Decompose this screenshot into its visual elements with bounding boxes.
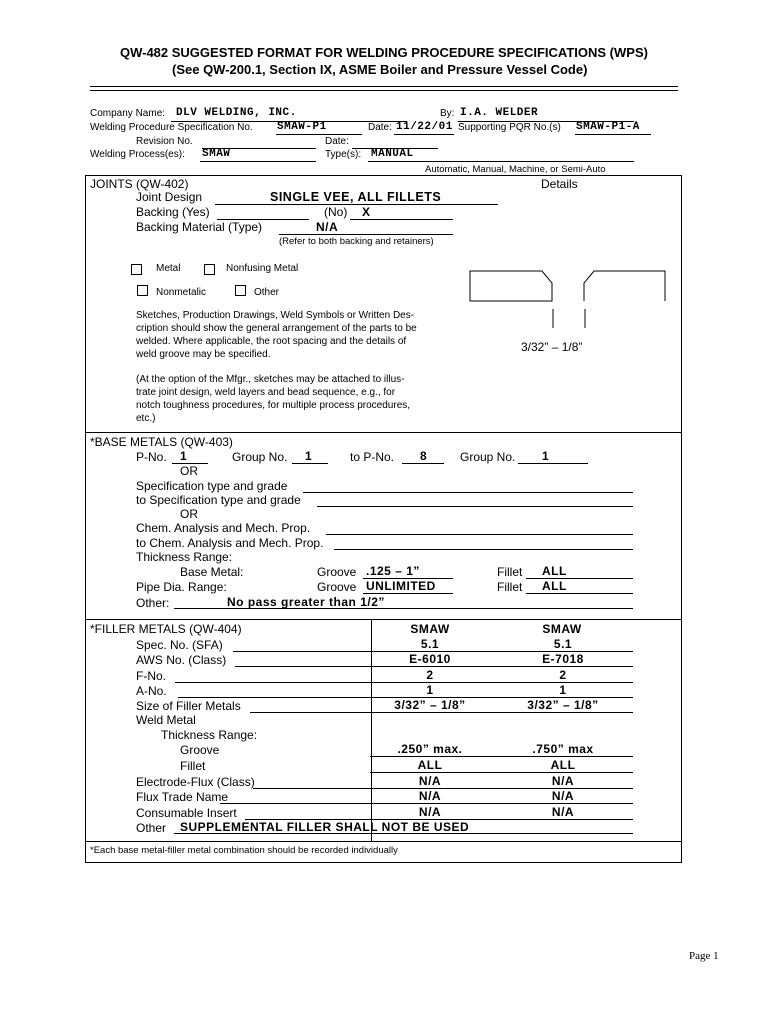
groove-label: Groove <box>317 565 357 579</box>
refer-note: (Refer to both backing and retainers) <box>279 236 434 247</box>
thickness-label: Thickness Range: <box>136 550 233 564</box>
backing-no-field[interactable]: X <box>362 205 371 219</box>
filler-row-v2-field[interactable]: ALL <box>550 758 576 772</box>
gap-label: 3/32” – 1/8” <box>521 340 583 354</box>
filler-row-v2-field[interactable]: E-7018 <box>542 652 584 666</box>
filler-row-v1-field[interactable]: N/A <box>418 774 442 788</box>
filler-row-label: F-No. <box>136 669 166 683</box>
pipe-groove-field[interactable]: UNLIMITED <box>366 579 436 593</box>
pqr-field[interactable]: SMAW-P1-A <box>576 121 640 133</box>
pipe-label: Pipe Dia. Range: <box>136 580 227 594</box>
date-label: Date: <box>368 122 392 133</box>
company-label: Company Name: <box>90 108 166 119</box>
filler-metals-heading: *FILLER METALS (QW-404) <box>90 622 242 636</box>
process-field[interactable]: SMAW <box>202 148 231 160</box>
left-plate <box>470 271 552 301</box>
revision-label: Revision No. <box>136 136 193 147</box>
to-spec-field[interactable] <box>317 506 633 507</box>
filler-row-v2-field[interactable]: .750” max <box>532 742 594 756</box>
option-note-3: notch toughness procedures, for multiple process procedures, <box>136 400 411 411</box>
nonfusing-label: Nonfusing Metal <box>226 263 299 274</box>
fillet-field[interactable]: ALL <box>542 564 567 578</box>
filler-row-label: Spec. No. (SFA) <box>136 638 223 652</box>
filler-row-v1-field[interactable]: N/A <box>418 805 442 819</box>
nonmetallic-label: Nonmetalic <box>156 287 207 298</box>
or-1: OR <box>180 464 198 478</box>
filler-row-v2-field[interactable]: 3/32” – 1/8” <box>527 698 599 712</box>
other-label: Other: <box>136 596 170 610</box>
to-pno-label: to P-No. <box>350 450 395 464</box>
joint-sketch <box>460 265 675 345</box>
backing-no-label: (No) <box>324 205 348 219</box>
filler-other-field[interactable]: SUPPLEMENTAL FILLER SHALL NOT BE USED <box>180 820 470 834</box>
joint-design-label: Joint Design <box>136 190 203 204</box>
other-label: Other <box>254 287 280 298</box>
nonmetallic-checkbox[interactable] <box>137 285 148 296</box>
backing-material-label: Backing Material (Type) <box>136 220 263 234</box>
type-label: Type(s): <box>325 149 362 160</box>
to-spec-label: to Specification type and grade <box>136 493 301 507</box>
other-field[interactable]: No pass greater than 1/2” <box>227 595 385 609</box>
filler-row-underline <box>370 756 633 757</box>
document-title: QW-482 SUGGESTED FORMAT FOR WELDING PROCEDURE SPECIFICATIONS (WPS) <box>120 45 648 60</box>
joint-design-field[interactable]: SINGLE VEE, ALL FILLETS <box>270 190 442 204</box>
type-field[interactable]: MANUAL <box>371 148 414 160</box>
to-pno-field[interactable]: 8 <box>420 449 428 463</box>
groove-field[interactable]: .125 – 1” <box>366 564 420 578</box>
backing-material-field[interactable]: N/A <box>316 220 339 234</box>
company-field[interactable]: DLV WELDING, INC. <box>176 107 297 119</box>
sketch-note-3: welded. Where applicable, the root spacing and the details of <box>136 336 407 347</box>
document-subtitle: (See QW-200.1, Section IX, ASME Boiler and Pressure Vessel Code) <box>172 62 588 77</box>
filler-row-v2-field[interactable]: 2 <box>559 668 567 682</box>
pqr-label: Supporting PQR No.(s) <box>458 122 561 133</box>
to-chem-label: to Chem. Analysis and Mech. Prop. <box>136 536 324 550</box>
divider-base-filler <box>85 619 682 620</box>
page-number: Page 1 <box>689 950 719 962</box>
filler-row-label: Groove <box>180 743 220 757</box>
divider-filler-footnote <box>85 841 682 842</box>
filler-row-underline <box>370 772 633 773</box>
wps-field[interactable]: SMAW-P1 <box>277 121 327 133</box>
base-metals-heading: *BASE METALS (QW-403) <box>90 435 233 449</box>
wps-label: Welding Procedure Specification No. <box>90 122 253 133</box>
spec-label: Specification type and grade <box>136 479 288 493</box>
filler-row-v2-field[interactable]: N/A <box>551 774 575 788</box>
pipe-fillet-label: Fillet <box>497 580 523 594</box>
or-2: OR <box>180 507 198 521</box>
fillet-label: Fillet <box>497 565 523 579</box>
process-label: Welding Process(es): <box>90 149 185 160</box>
other-checkbox[interactable] <box>235 285 246 296</box>
option-note-2: trate joint design, weld layers and bead sequence, e.g., for <box>136 387 396 398</box>
option-note-1: (At the option of the Mfgr., sketches may be attached to illus- <box>136 374 405 385</box>
filler-row-v1-field[interactable]: ALL <box>417 758 443 772</box>
filler-row-label: Size of Filler Metals <box>136 699 241 713</box>
metal-label: Metal <box>156 263 181 274</box>
filler-row-v2-field[interactable]: N/A <box>551 805 575 819</box>
spec-field[interactable] <box>303 492 633 493</box>
header-rule-top <box>90 86 678 87</box>
date-field[interactable]: 11/22/01 <box>396 121 453 133</box>
sketch-note-4: weld groove may be specified. <box>136 349 271 360</box>
filler-column-divider <box>371 619 372 841</box>
to-chem-field[interactable] <box>334 549 633 550</box>
filler-row-v1-field[interactable]: 5.1 <box>420 637 440 651</box>
pipe-groove-label: Groove <box>317 580 357 594</box>
right-plate <box>584 271 665 301</box>
by-label: By: <box>440 108 455 119</box>
filler-row-label: Fillet <box>180 759 206 773</box>
filler-row-label: Flux Trade Name <box>136 790 229 804</box>
filler-row-v1-field[interactable]: .250” max. <box>397 742 463 756</box>
filler-row-underline <box>253 788 633 789</box>
sketch-note-2: cription should show the general arrangement of the parts to be <box>136 323 417 334</box>
filler-row-v1-field[interactable]: 3/32” – 1/8” <box>394 698 466 712</box>
filler-row-underline <box>220 803 633 804</box>
joints-heading: JOINTS (QW-402) <box>90 177 189 191</box>
filler-row-v2-field[interactable]: N/A <box>551 789 575 803</box>
filler-row-v2-field[interactable]: 5.1 <box>553 637 573 651</box>
filler-row-underline <box>235 666 633 667</box>
header-rule-bottom <box>90 90 678 91</box>
details-label: Details <box>541 177 578 191</box>
pipe-fillet-field[interactable]: ALL <box>542 579 567 593</box>
filler-row-v2-field[interactable]: 1 <box>559 683 567 697</box>
chem-field[interactable] <box>326 534 633 535</box>
chem-label: Chem. Analysis and Mech. Prop. <box>136 521 311 535</box>
date2-label: Date: <box>325 136 349 147</box>
divider-joints-base <box>85 432 682 433</box>
filler-row-label: AWS No. (Class) <box>136 653 227 667</box>
group2-label: Group No. <box>460 450 516 464</box>
group-field[interactable]: 1 <box>305 449 313 463</box>
base-metal-label: Base Metal: <box>180 565 244 579</box>
pno-label: P-No. <box>136 450 167 464</box>
filler-row-label: Electrode-Flux (Class) <box>136 775 255 789</box>
group2-field[interactable]: 1 <box>542 449 550 463</box>
filler-row-label: Consumable Insert <box>136 806 237 820</box>
filler-row-v1-field[interactable]: 2 <box>426 668 434 682</box>
backing-yes-label: Backing (Yes) <box>136 205 210 219</box>
filler-row-underline <box>250 712 633 713</box>
sketch-note-1: Sketches, Production Drawings, Weld Symbols or Written Des- <box>136 310 415 321</box>
pno-field[interactable]: 1 <box>180 449 188 463</box>
filler-row-v1-field[interactable]: 1 <box>426 683 434 697</box>
group-label: Group No. <box>232 450 288 464</box>
filler-row-label: A-No. <box>136 684 167 698</box>
thickness-range-label: Thickness Range: <box>161 728 258 742</box>
filler-col2-header: SMAW <box>542 622 582 636</box>
option-note-4: etc.) <box>136 413 156 424</box>
filler-other-label: Other <box>136 821 167 835</box>
metal-checkbox[interactable] <box>131 264 142 275</box>
by-field[interactable]: I.A. WELDER <box>460 107 539 119</box>
filler-row-v1-field[interactable]: N/A <box>418 789 442 803</box>
filler-row-v1-field[interactable]: E-6010 <box>409 652 451 666</box>
nonfusing-checkbox[interactable] <box>204 264 215 275</box>
type-hint: Automatic, Manual, Machine, or Semi-Auto <box>425 164 606 175</box>
footnote: *Each base metal-filler metal combination should be recorded individually <box>90 845 398 856</box>
filler-col1-header: SMAW <box>410 622 450 636</box>
weld-metal-label: Weld Metal <box>136 713 196 727</box>
